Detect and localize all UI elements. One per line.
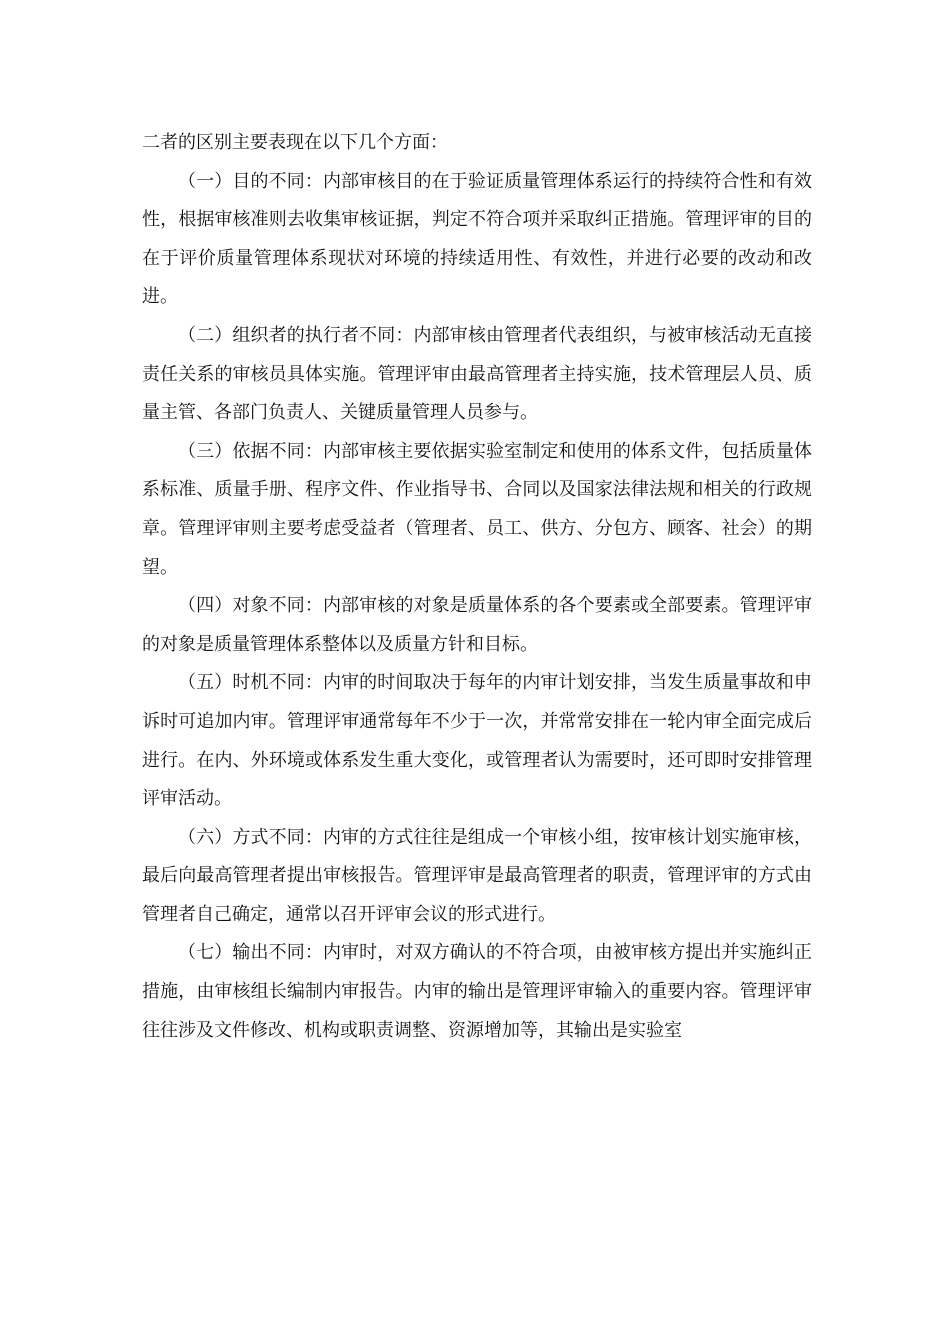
paragraph-purpose: （一）目的不同：内部审核目的在于验证质量管理体系运行的持续符合性和有效性，根据审核准则去收集审核证据，判定不符合项并采取纠正措施。管理评审的目的在于评价质量管理体系现状对环境的持续适用性、有效性，并进行必要的改动和改进。 (142, 170, 812, 308)
paragraph-organizer: （二）组织者的执行者不同：内部审核由管理者代表组织，与被审核活动无直接责任关系的审核员具体实施。管理评审由最高管理者主持实施，技术管理层人员、质量主管、各部门负责人、关键质量管理人员参与。 (142, 324, 812, 424)
paragraph-output: （七）输出不同：内审时，对双方确认的不符合项，由被审核方提出并实施纠正措施，由审核组长编制内审报告。内审的输出是管理评审输入的重要内容。管理评审往往涉及文件修改、机构或职责调整、资源增加等，其输出是实验室 (142, 942, 812, 1041)
paragraph-timing: （五）时机不同：内审的时间取决于每年的内审计划安排，当发生质量事故和申诉时可追加内审。管理评审通常每年不少于一次，并常常安排在一轮内审全面完成后进行。在内、外环境或体系发生重大变化，或管理者认为需要时，还可即时安排管理评审活动。 (142, 672, 812, 810)
paragraph-basis: （三）依据不同：内部审核主要依据实验室制定和使用的体系文件，包括质量体系标准、质量手册、程序文件、作业指导书、合同以及国家法律法规和相关的行政规章。管理评审则主要考虑受益者（管理者、员工、供方、分包方、顾客、社会）的期望。 (142, 440, 812, 578)
paragraph-object: （四）对象不同：内部审核的对象是质量体系的各个要素或全部要素。管理评审的对象是质量管理体系整体以及质量方针和目标。 (142, 595, 812, 655)
paragraph-method: （六）方式不同：内审的方式往往是组成一个审核小组，按审核计划实施审核，最后向最高管理者提出审核报告。管理评审是最高管理者的职责，管理评审的方式由管理者自己确定，通常以召开评审会议的形式进行。 (142, 826, 812, 925)
intro-paragraph: 二者的区别主要表现在以下几个方面： (142, 132, 448, 153)
document-body (142, 124, 812, 1050)
